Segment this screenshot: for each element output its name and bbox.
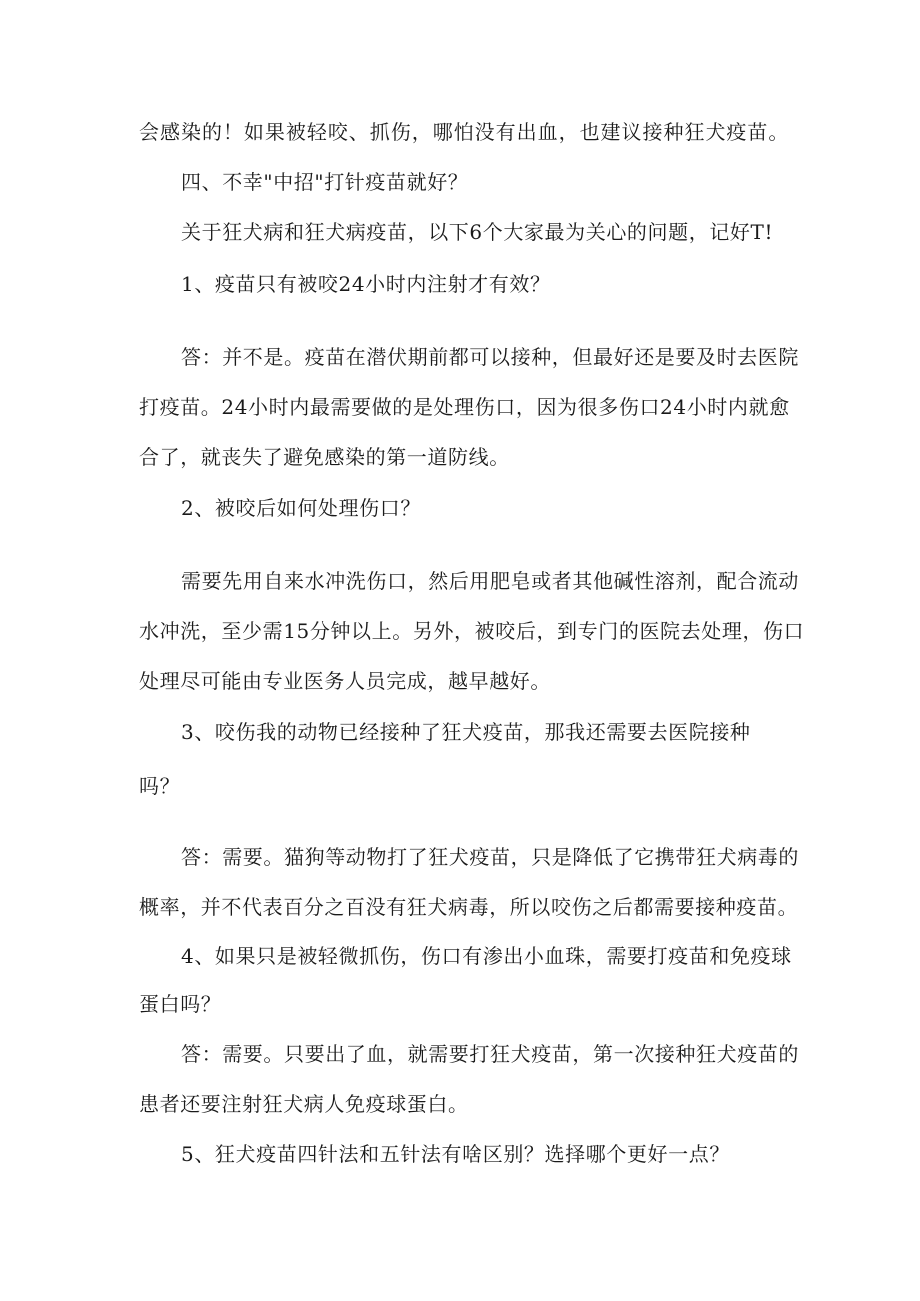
answer-2-line-3: 处理尽可能由专业医务人员完成，越早越好。 — [139, 669, 551, 693]
answer-1-line-3: 合了，就丧失了避免感染的第一道防线。 — [139, 445, 510, 469]
answer-4-line-1: 答：需要。只要出了血，就需要打狂犬疫苗，第一次接种狂犬疫苗的 — [181, 1042, 799, 1066]
text-line-1: 会感染的！如果被轻咬、抓伤，哪怕没有出血，也建议接种狂犬疫苗。 — [139, 120, 789, 144]
answer-2-line-1: 需要先用自来水冲洗伤口，然后用肥皂或者其他碱性溶剂，配合流动 — [181, 569, 799, 593]
question-4-line-2: 蛋白吗？ — [139, 992, 222, 1016]
answer-4-line-2: 患者还要注射狂犬病人免疫球蛋白。 — [139, 1092, 469, 1116]
intro-line: 关于狂犬病和狂犬病疫苗，以下6个大家最为关心的问题，记好T! — [181, 220, 774, 244]
question-5: 5、狂犬疫苗四针法和五针法有啥区别？选择哪个更好一点？ — [181, 1142, 730, 1166]
answer-3-line-1: 答：需要。猫狗等动物打了狂犬疫苗，只是降低了它携带狂犬病毒的 — [181, 845, 799, 869]
question-4-line-1: 4、如果只是被轻微抓伤，伤口有渗出小血珠，需要打疫苗和免疫球 — [181, 944, 792, 968]
question-3-line-2: 吗？ — [139, 774, 181, 798]
answer-1-line-2: 打疫苗。24小时内最需要做的是处理伤口，因为很多伤口24小时内就愈 — [139, 395, 790, 419]
answer-3-line-2: 概率，并不代表百分之百没有狂犬病毒，所以咬伤之后都需要接种疫苗。 — [139, 895, 799, 919]
answer-1-line-1: 答：并不是。疫苗在潜伏期前都可以接种，但最好还是要及时去医院 — [181, 345, 799, 369]
question-3-line-1: 3、咬伤我的动物已经接种了狂犬疫苗，那我还需要去医院接种 — [181, 720, 751, 744]
answer-2-line-2: 水冲洗，至少需15分钟以上。另外，被咬后，到专门的医院去处理，伤口 — [139, 619, 805, 643]
question-2: 2、被咬后如何处理伤口？ — [181, 496, 421, 520]
section-heading-4: 四、不幸"中招"打针疫苗就好？ — [181, 170, 469, 194]
question-1: 1、疫苗只有被咬24小时内注射才有效？ — [181, 272, 551, 296]
